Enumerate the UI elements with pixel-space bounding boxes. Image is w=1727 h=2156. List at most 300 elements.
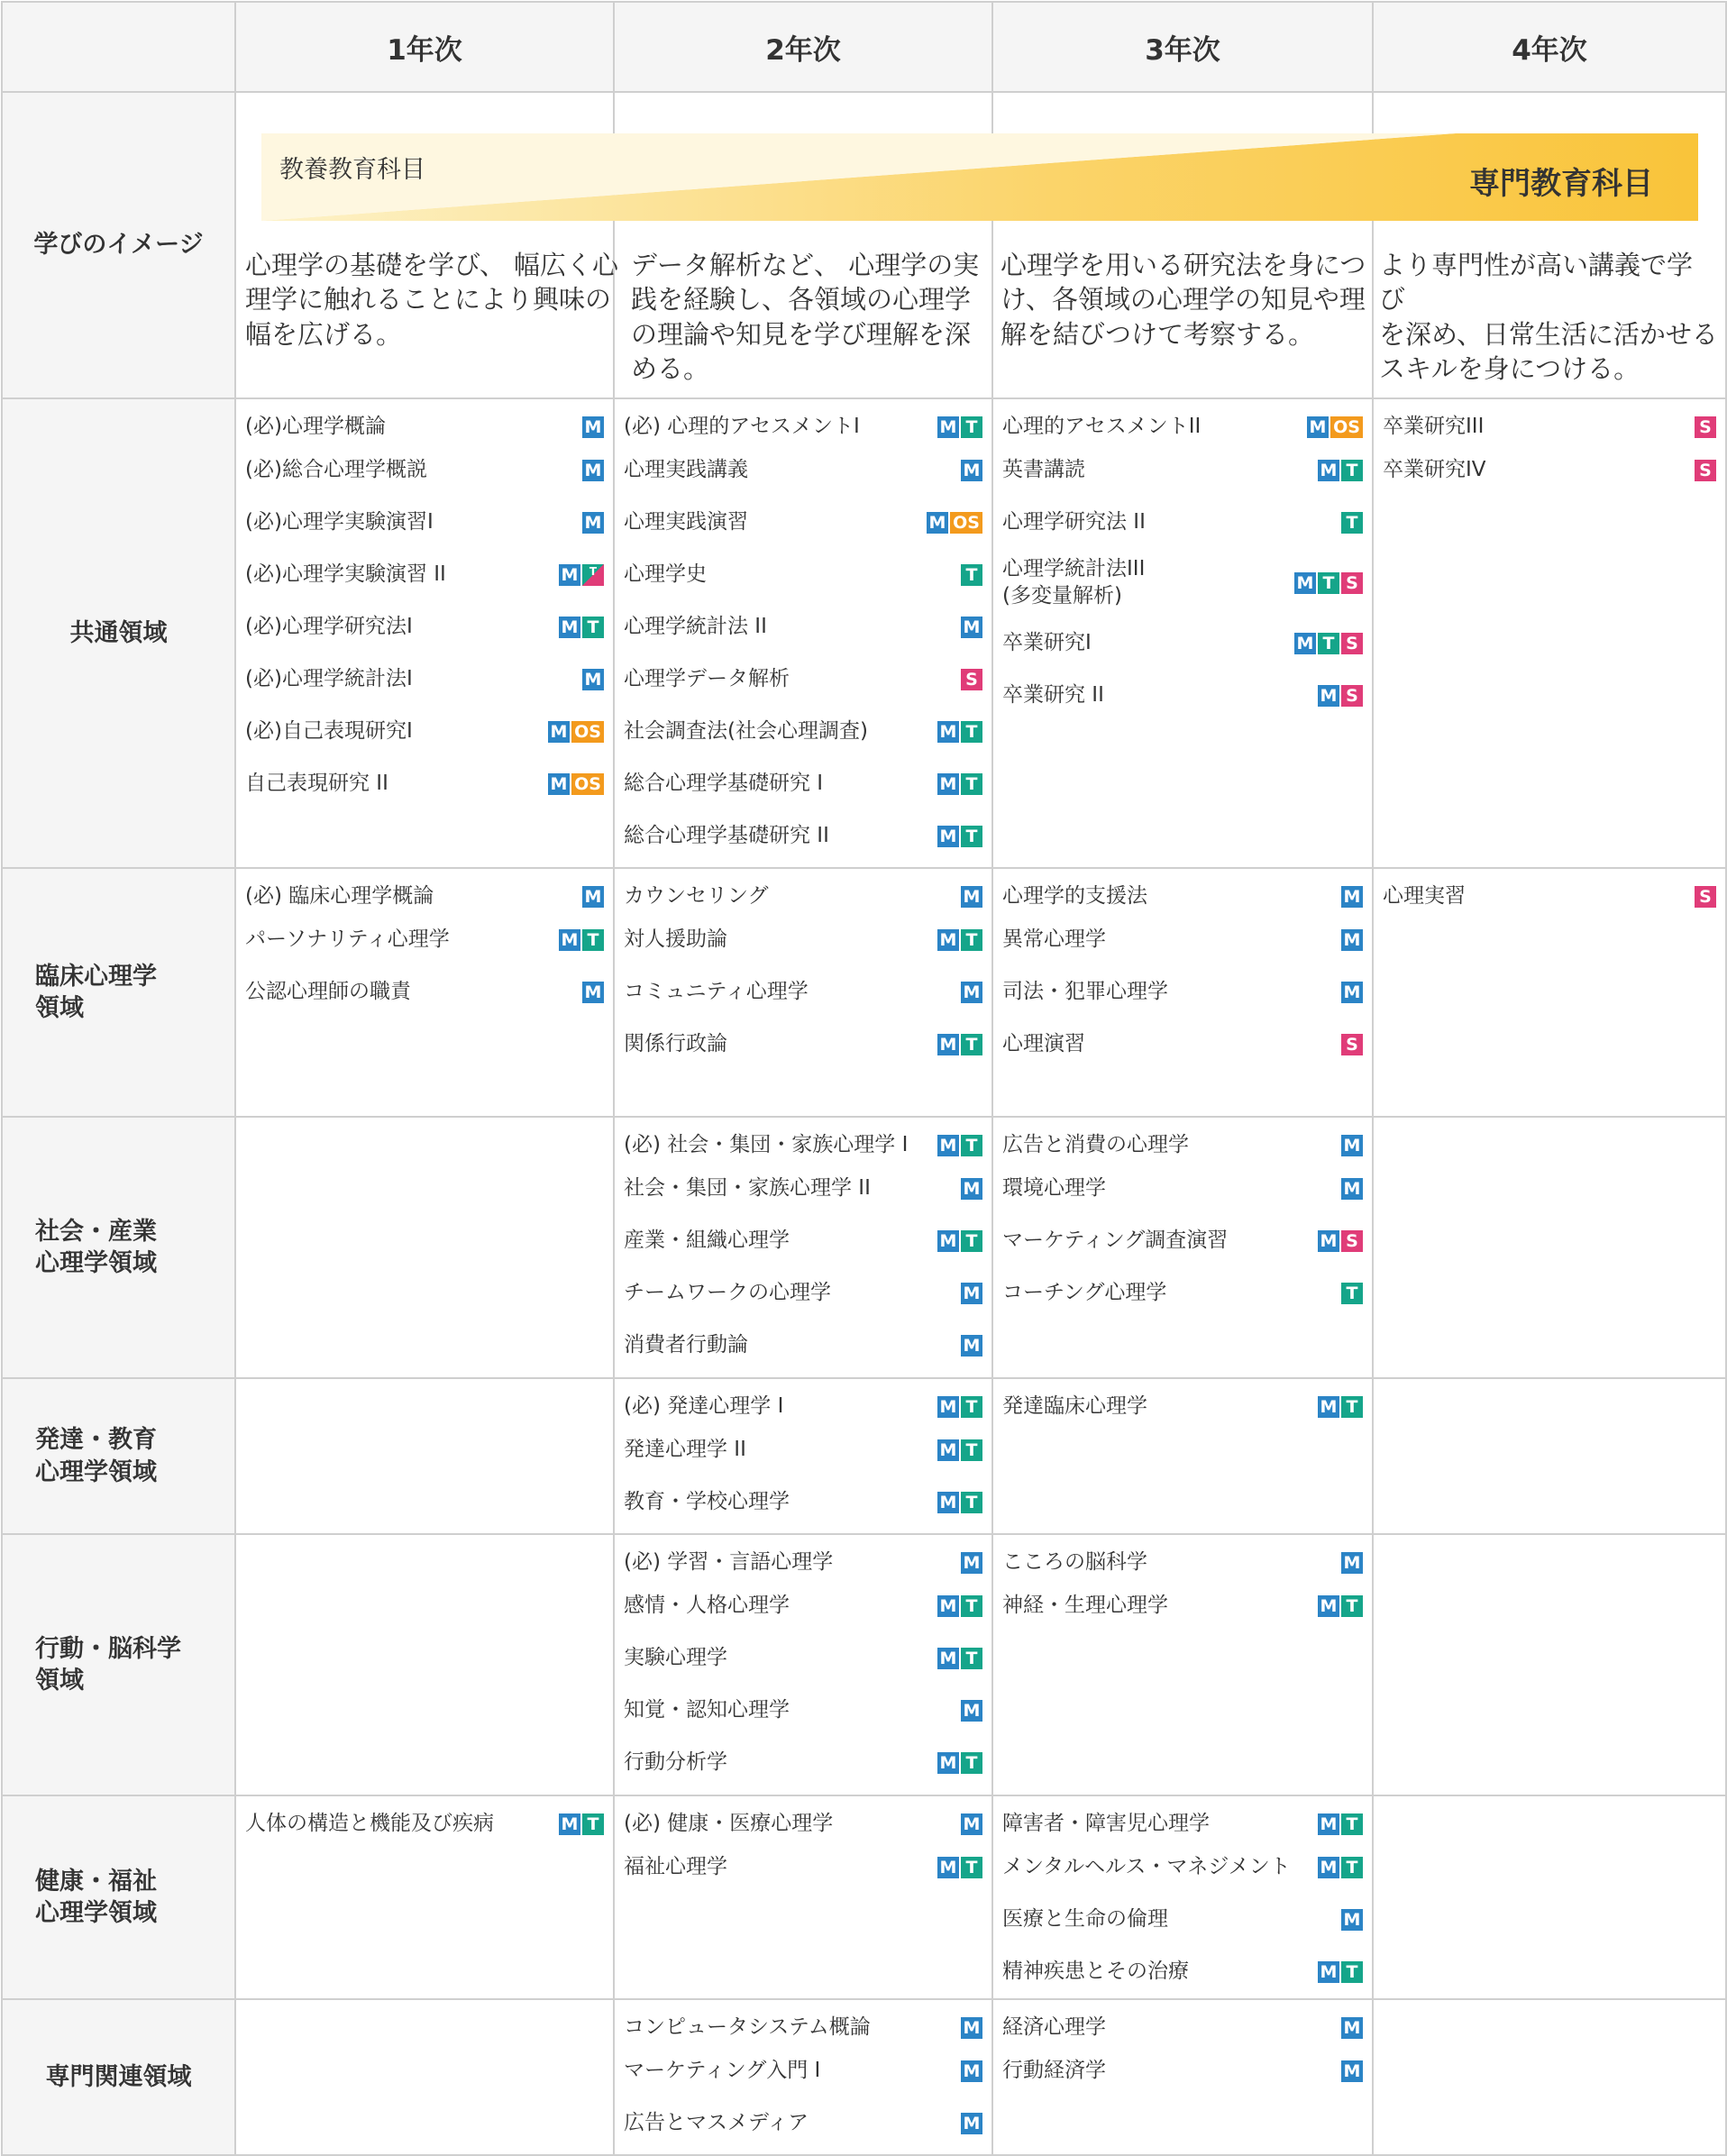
course-name: 対人援助論 <box>624 927 727 952</box>
course-cell <box>1373 1117 1726 1378</box>
course-name: 発達臨床心理学 <box>1002 1394 1147 1419</box>
badge-t: T <box>1341 1396 1363 1418</box>
badge-t: T <box>961 1135 982 1156</box>
course-item <box>1002 1267 1363 1320</box>
course-name: 心理実践演習 <box>624 510 748 534</box>
badge-os: OS <box>571 773 604 795</box>
course-badges <box>937 1230 982 1252</box>
badge-m: M <box>1318 1961 1339 1983</box>
course-name: 心理学的支援法 <box>1002 884 1147 909</box>
course-name: (必)心理学実験演習 II <box>245 562 446 587</box>
course-badges <box>559 617 604 638</box>
course-item <box>1383 880 1716 914</box>
course-name: 卒業研究Ⅰ <box>1002 631 1092 655</box>
course-name: 心理学研究法 II <box>1002 510 1146 534</box>
course-name: 卒業研究IV <box>1383 458 1486 482</box>
course-item <box>624 410 982 444</box>
badge-t: T <box>961 929 982 951</box>
course-badges <box>937 1439 982 1461</box>
course-item <box>245 880 604 914</box>
course-name: マーケティング入門 Ⅰ <box>624 2059 821 2083</box>
course-badges <box>961 1700 982 1722</box>
badge-m: M <box>961 1335 982 1357</box>
domain-label: 専門関連領域 <box>2 1999 235 2155</box>
course-item <box>1002 1807 1363 1841</box>
badge-m: M <box>937 1857 959 1878</box>
badge-m: M <box>1318 685 1339 707</box>
badge-m: M <box>961 617 982 638</box>
course-cell <box>235 1534 614 1795</box>
course-badges <box>961 1283 982 1304</box>
domain-label: 共通領域 <box>2 398 235 868</box>
course-badges <box>582 416 604 438</box>
course-item <box>1002 1546 1363 1580</box>
course-cell <box>992 1534 1373 1795</box>
course-item <box>1002 2011 1363 2045</box>
course-item <box>624 758 982 810</box>
course-badges <box>1318 1595 1363 1617</box>
badge-m: M <box>937 1752 959 1774</box>
domain-row <box>2 1117 1726 1378</box>
course-name: (必) 学習・言語心理学 <box>624 1550 834 1575</box>
course-name: 消費者行動論 <box>624 1333 748 1357</box>
badge-m: M <box>937 416 959 438</box>
course-item <box>245 549 604 601</box>
course-name: 心理学データ解析 <box>624 667 790 691</box>
course-badges <box>937 826 982 847</box>
badge-m: M <box>582 512 604 534</box>
course-name: (必) 臨床心理学概論 <box>245 884 434 909</box>
course-item <box>1002 2045 1363 2097</box>
course-item <box>245 758 604 810</box>
course-name: 公認心理師の職責 <box>245 980 411 1004</box>
course-item <box>624 1320 982 1372</box>
badge-t: T <box>582 1813 604 1835</box>
badge-m: M <box>1341 1909 1363 1931</box>
course-name: (必)心理学研究法Ⅰ <box>245 615 413 639</box>
course-name: 心理学統計法 II <box>624 615 767 639</box>
domain-label: 健康・福祉 心理学領域 <box>2 1795 235 1999</box>
course-item <box>624 653 982 706</box>
course-cell <box>614 1795 992 1999</box>
course-name: 福祉心理学 <box>624 1855 727 1879</box>
badge-m: M <box>937 1135 959 1156</box>
course-badges <box>961 564 982 586</box>
badge-m: M <box>937 826 959 847</box>
badge-t: T <box>1341 512 1363 534</box>
course-item <box>245 966 604 1019</box>
course-item <box>624 444 982 497</box>
course-badges <box>961 982 982 1003</box>
badge-m: M <box>1341 929 1363 951</box>
course-cell <box>235 1999 614 2155</box>
course-name: 行動分析学 <box>624 1750 727 1775</box>
badge-t: T <box>961 1034 982 1055</box>
course-name: 実験心理学 <box>624 1646 727 1670</box>
badge-m: M <box>961 886 982 908</box>
badge-m: M <box>1341 1552 1363 1574</box>
course-item <box>624 1476 982 1529</box>
badge-s: S <box>961 669 982 690</box>
banner-right-label: 専門教育科目 <box>1469 166 1653 202</box>
course-badges <box>1341 982 1363 1003</box>
course-cell <box>992 1795 1373 1999</box>
course-name: (必)心理学統計法Ⅰ <box>245 667 413 691</box>
course-name: (必) 健康・医療心理学 <box>624 1812 834 1836</box>
course-item <box>1383 410 1716 444</box>
course-name: マーケティング調査演習 <box>1002 1229 1229 1253</box>
banner-left-label: 教養教育科目 <box>279 156 425 184</box>
course-cell <box>992 1378 1373 1534</box>
badge-m: M <box>961 1283 982 1304</box>
course-cell <box>235 1378 614 1534</box>
course-badges <box>937 1034 982 1055</box>
course-item <box>1002 410 1363 444</box>
course-item <box>624 1128 982 1163</box>
badge-t: T <box>961 1752 982 1774</box>
course-item <box>624 966 982 1019</box>
course-item <box>1002 1163 1363 1215</box>
course-badges <box>1695 460 1716 481</box>
course-name: 広告とマスメディア <box>624 2111 809 2135</box>
course-cell <box>235 398 614 868</box>
course-name: (必)総合心理学概説 <box>245 458 427 482</box>
course-name: 卒業研究III <box>1383 415 1485 439</box>
course-cell <box>1373 1999 1726 2155</box>
course-item <box>1002 966 1363 1019</box>
badge-m: M <box>548 773 570 795</box>
course-name: 卒業研究 II <box>1002 683 1104 708</box>
course-name: 人体の構造と機能及び疾病 <box>245 1812 494 1836</box>
course-badges <box>1341 512 1363 534</box>
course-name: 知覚・認知心理学 <box>624 1698 790 1722</box>
course-item <box>624 2011 982 2045</box>
course-name: 産業・組織心理学 <box>624 1229 790 1253</box>
course-item <box>624 810 982 863</box>
badge-t: T <box>961 1857 982 1878</box>
course-name: 教育・学校心理学 <box>624 1490 790 1514</box>
badge-m: M <box>961 2017 982 2039</box>
course-badges <box>548 721 604 743</box>
course-item <box>1002 617 1363 670</box>
course-item <box>624 1424 982 1476</box>
image-description-year-3: 心理学を用いる研究法を身につ け、各領域の心理学の知見や理 解を結びつけて考察する。 <box>1001 250 1366 350</box>
badge-t: T <box>582 617 604 638</box>
course-item <box>245 410 604 444</box>
course-item <box>1002 497 1363 549</box>
image-description-year-1: 心理学の基礎を学び、 幅広く心 理学に触れることにより興味の 幅を広げる。 <box>245 250 619 350</box>
course-name: (必) 社会・集団・家族心理学 Ⅰ <box>624 1133 909 1157</box>
header-row <box>2 2 1726 92</box>
course-item <box>1002 1390 1363 1424</box>
badge-m: M <box>937 773 959 795</box>
year-1-header: 1年次 <box>235 2 614 92</box>
course-badges <box>961 669 982 690</box>
course-badges <box>1341 1283 1363 1304</box>
badge-t: T <box>961 564 982 586</box>
course-cell <box>235 868 614 1117</box>
badge-m: M <box>937 1595 959 1617</box>
course-badges <box>1341 1135 1363 1156</box>
badge-m: M <box>1294 572 1316 594</box>
badge-m: M <box>559 1813 580 1835</box>
course-badges <box>582 886 604 908</box>
course-cell <box>992 398 1373 868</box>
badge-m: M <box>937 1648 959 1669</box>
course-item <box>1002 1841 1363 1894</box>
course-item <box>624 706 982 758</box>
course-badges <box>937 1135 982 1156</box>
domain-label: 社会・産業 心理学領域 <box>2 1117 235 1378</box>
course-name: (必)心理学概論 <box>245 415 386 439</box>
badge-m: M <box>927 512 948 534</box>
course-item <box>1002 1580 1363 1632</box>
course-item <box>1002 1215 1363 1267</box>
course-badges <box>961 1178 982 1200</box>
badge-m: M <box>1341 886 1363 908</box>
course-cell <box>235 1117 614 1378</box>
course-item <box>245 497 604 549</box>
course-name: 心理学史 <box>624 562 707 587</box>
badge-m: M <box>961 2113 982 2134</box>
course-name: 関係行政論 <box>624 1032 727 1056</box>
course-cell <box>614 1999 992 2155</box>
course-name: 行動経済学 <box>1002 2059 1106 2083</box>
course-badges <box>937 1752 982 1774</box>
badge-m: M <box>1341 2060 1363 2082</box>
course-name: 心理実践講義 <box>624 458 748 482</box>
course-badges <box>961 2113 982 2134</box>
year-2-header: 2年次 <box>614 2 992 92</box>
course-name: 感情・人格心理学 <box>624 1594 790 1618</box>
course-cell <box>614 1378 992 1534</box>
badge-s: S <box>1341 685 1363 707</box>
course-badges <box>1341 1034 1363 1055</box>
course-item <box>1002 1894 1363 1946</box>
course-name: チームワークの心理学 <box>624 1281 831 1305</box>
course-item <box>624 1632 982 1685</box>
course-badges <box>1341 1552 1363 1574</box>
domain-row <box>2 1795 1726 1999</box>
corner-cell <box>2 2 235 92</box>
badge-m: M <box>1318 1230 1339 1252</box>
badge-m: M <box>1318 460 1339 481</box>
course-item <box>624 914 982 966</box>
course-item <box>245 601 604 653</box>
course-badges <box>1318 685 1363 707</box>
badge-s: S <box>1341 1034 1363 1055</box>
course-item <box>1002 549 1363 617</box>
badge-m: M <box>1307 416 1329 438</box>
course-cell <box>992 1117 1373 1378</box>
badge-t: T <box>1341 1961 1363 1983</box>
course-item <box>245 914 604 966</box>
course-cell <box>992 1999 1373 2155</box>
course-badges <box>582 669 604 690</box>
course-badges <box>582 512 604 534</box>
badge-t: T <box>961 416 982 438</box>
course-badges <box>1695 886 1716 908</box>
course-badges <box>1318 1857 1363 1878</box>
badge-t: T <box>1341 1595 1363 1617</box>
course-item <box>624 549 982 601</box>
course-name: 発達心理学 II <box>624 1438 746 1462</box>
course-badges <box>961 1552 982 1574</box>
course-cell <box>1373 1378 1726 1534</box>
course-name: (必)自己表現研究Ⅰ <box>245 719 413 744</box>
badge-m: M <box>937 1034 959 1055</box>
course-cell <box>235 1795 614 1999</box>
course-badges <box>961 617 982 638</box>
domain-row <box>2 1378 1726 1534</box>
course-name: 心理演習 <box>1002 1032 1085 1056</box>
course-badges <box>961 2017 982 2039</box>
course-name: 総合心理学基礎研究 Ⅰ <box>624 772 824 796</box>
course-badges <box>1307 416 1363 438</box>
course-item <box>624 880 982 914</box>
badge-m: M <box>937 1396 959 1418</box>
course-name: 精神疾患とその治療 <box>1002 1960 1189 1984</box>
badge-t: T <box>1341 1813 1363 1835</box>
image-description-year-2: データ解析など、 心理学の実 践を経験し、各領域の心理学 の理論や知見を学び理解を深 める。 <box>631 250 980 384</box>
course-item <box>624 1163 982 1215</box>
course-badges <box>1341 886 1363 908</box>
badge-s: S <box>1341 1230 1363 1252</box>
course-name: 神経・生理心理学 <box>1002 1594 1168 1618</box>
badge-s: S <box>1341 572 1363 594</box>
course-name: パーソナリティ心理学 <box>245 927 450 952</box>
badge-m: M <box>937 721 959 743</box>
badge-m: M <box>937 929 959 951</box>
course-name: 医療と生命の倫理 <box>1002 1907 1168 1932</box>
badge-m: M <box>559 564 580 586</box>
course-badges <box>1318 460 1363 481</box>
course-badges <box>961 886 982 908</box>
course-cell <box>1373 1534 1726 1795</box>
course-item <box>1002 1128 1363 1163</box>
badge-m: M <box>582 886 604 908</box>
learning-image-label: 学びのイメージ <box>2 92 235 398</box>
badge-m: M <box>961 460 982 481</box>
course-badges <box>937 1648 982 1669</box>
course-badges <box>937 721 982 743</box>
course-name: 心理学統計法III (多変量解析) <box>1002 557 1146 608</box>
course-item <box>1002 880 1363 914</box>
course-name: コミュニティ心理学 <box>624 980 809 1004</box>
course-name: コンピュータシステム概論 <box>624 2015 871 2040</box>
badge-m: M <box>1341 1178 1363 1200</box>
badge-os: OS <box>950 512 982 534</box>
badge-m: M <box>1318 1595 1339 1617</box>
course-name: 司法・犯罪心理学 <box>1002 980 1168 1004</box>
course-name: (必)心理学実験演習Ⅰ <box>245 510 434 534</box>
badge-m: M <box>937 1230 959 1252</box>
badge-os: OS <box>571 721 604 743</box>
badge-t: T <box>582 929 604 951</box>
course-badges <box>961 1335 982 1357</box>
course-badges <box>937 773 982 795</box>
badge-t: T <box>961 1595 982 1617</box>
course-name: カウンセリング <box>624 884 769 909</box>
course-item <box>245 444 604 497</box>
course-item <box>1383 444 1716 497</box>
course-item <box>1002 1019 1363 1071</box>
badge-m: M <box>582 416 604 438</box>
course-badges <box>582 982 604 1003</box>
course-name: 社会・集団・家族心理学 II <box>624 1176 871 1201</box>
course-badges <box>1695 416 1716 438</box>
course-name: 経済心理学 <box>1002 2015 1106 2040</box>
badge-s: S <box>1695 460 1716 481</box>
course-badges <box>1318 1813 1363 1835</box>
badge-m: M <box>1341 982 1363 1003</box>
badge-m: M <box>1318 1396 1339 1418</box>
badge-t: T <box>961 773 982 795</box>
domain-label: 行動・脳科学 領域 <box>2 1534 235 1795</box>
course-name: 広告と消費の心理学 <box>1002 1133 1189 1157</box>
badge-m: M <box>961 982 982 1003</box>
badge-s: S <box>1695 416 1716 438</box>
domain-label: 発達・教育 心理学領域 <box>2 1378 235 1534</box>
course-name: こころの脳科学 <box>1002 1550 1147 1575</box>
badge-m: M <box>1341 1135 1363 1156</box>
image-description-year-4: より専門性が高い講義で学び を深め、日常生活に活かせる スキルを身につける。 <box>1379 250 1718 384</box>
course-item <box>1002 444 1363 497</box>
course-name: コーチング心理学 <box>1002 1281 1167 1305</box>
course-badges <box>1341 1178 1363 1200</box>
course-badges <box>961 1813 982 1835</box>
course-badges <box>1294 633 1363 654</box>
course-badges <box>937 1595 982 1617</box>
course-item <box>624 1267 982 1320</box>
course-badges <box>937 1396 982 1418</box>
course-badges <box>1341 1909 1363 1931</box>
course-name: メンタルヘルス・マネジメント <box>1002 1855 1291 1879</box>
course-item <box>624 1390 982 1424</box>
course-badges <box>559 564 604 586</box>
badge-t: T <box>961 1230 982 1252</box>
course-badges <box>937 929 982 951</box>
year-3-header: 3年次 <box>992 2 1373 92</box>
course-cell <box>1373 868 1726 1117</box>
badge-m: M <box>937 1439 959 1461</box>
course-badges <box>1341 929 1363 951</box>
course-name: 社会調査法(社会心理調査) <box>624 719 868 744</box>
course-name: 総合心理学基礎研究 II <box>624 824 829 848</box>
course-item <box>624 2045 982 2097</box>
badge-m: M <box>548 721 570 743</box>
domain-row <box>2 398 1726 868</box>
course-name: 障害者・障害児心理学 <box>1002 1812 1210 1836</box>
course-item <box>624 1685 982 1737</box>
course-item <box>624 1807 982 1841</box>
badge-t: T <box>1341 460 1363 481</box>
course-badges <box>1341 2017 1363 2039</box>
badge-t: T <box>1341 1857 1363 1878</box>
course-badges <box>1318 1230 1363 1252</box>
course-badges <box>937 1492 982 1513</box>
course-badges <box>1294 572 1363 594</box>
course-name: 異常心理学 <box>1002 927 1106 952</box>
badge-m: M <box>961 1178 982 1200</box>
course-badges <box>559 1813 604 1835</box>
year-4-header: 4年次 <box>1373 2 1726 92</box>
badge-m: M <box>582 982 604 1003</box>
course-cell <box>1373 1795 1726 1999</box>
course-name: 自己表現研究 II <box>245 772 388 796</box>
badge-m: M <box>1318 1813 1339 1835</box>
course-name: 心理的アセスメントII <box>1002 415 1202 439</box>
